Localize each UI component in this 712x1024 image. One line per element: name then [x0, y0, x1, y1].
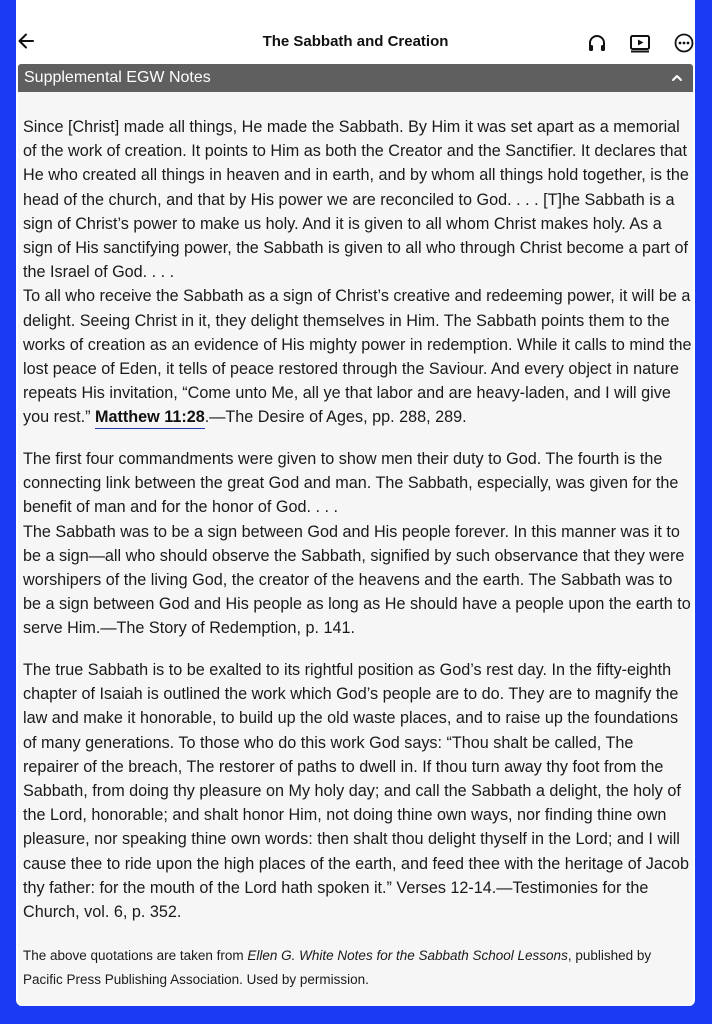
page-title: The Sabbath and Creation — [262, 33, 449, 50]
paragraph-text: The first four commandments were given to show men their duty to God. The fourth is the connecting link between the great God and man. The Sabbath, especially, was given for the benefit of man and for the honor of God. . . . — [23, 450, 679, 517]
book-title: Ellen G. White Notes for the Sabbath School Lessons — [247, 948, 568, 963]
headphones-icon[interactable] — [586, 32, 608, 54]
chevron-up-icon[interactable] — [671, 72, 683, 84]
supplemental-notes-header[interactable] — [18, 64, 693, 92]
paragraph-text: The true Sabbath is to be exalted to its rightful position as God’s rest day. In the fifty-eighth chapter of Isaiah is outlined the work which God’s people are to do. They are to magnify the law and make it honorable, to build up the old waste places, and to raise up the foundations of many generations. To those who do this work God says: “Thou shalt be called, The repairer of the breach, The restorer of paths to dwell in. If thou turn away thy foot from the Sabbath, from doing thy pleasure on My holy day; and call the Sabbath a delight, the holy of the Lord, honorable; and shalt honor Him, not doing thine own ways, nor finding thine own pleasure, nor speaking thine own words: then shalt thou delight thyself in the Lord; and I will cause thee to ride upon the high places of the earth, and feed thee with the heritage of Jacob thy father: for the mouth of the Lord hath spoken it.” Verses 12-14.—Testimonies for the Church, vol. 6, p. 352. — [23, 661, 689, 922]
paragraph-testimonies — [23, 658, 693, 924]
top-bar — [16, 0, 695, 64]
section-title: Supplemental EGW Notes — [24, 69, 211, 86]
app-screen — [16, 0, 695, 1006]
paragraph-text: To all who receive the Sabbath as a sign of Christ’s creative and redeeming power, it will be a delight. Seeing Christ in it, they delight themselves in Him. The Sabbath points them to the works of creation as an evidence of His mighty power in redemption. While it calls to mind the lost peace of Eden, it tells of peace restored through the Saviour. And every object in nature repeats His invitation, “Come unto Me, all ye that labor and are heavy-laden, and I will give you rest.” — [23, 287, 692, 427]
citation-text: .—The Desire of Ages, pp. 288, 289. — [204, 408, 467, 427]
paragraph-text: The Sabbath was to be a sign between God and His people forever. In this manner was it to be a sign—all who should observe the Sabbath, signified by such observance that they were worshipers of the living God, the creator of the heavens and the earth. The Sabbath was to be a sign between God and His people as long as He should have a people upon the earth to serve Him.—The Story of Redemption, p. 141. — [23, 522, 691, 638]
scripture-link-matthew[interactable]: Matthew 11:28 — [95, 408, 205, 429]
paragraph-desire-of-ages — [23, 115, 693, 430]
notes-content — [18, 92, 693, 1006]
play-video-icon[interactable] — [629, 32, 651, 54]
note-text: , published by Pacific Press Publishing Association. Used by permission. — [23, 948, 652, 987]
note-text: The above quotations are taken from — [23, 948, 248, 963]
permission-note — [23, 944, 693, 992]
paragraph-story-of-redemption — [23, 447, 693, 641]
more-icon[interactable] — [673, 32, 695, 54]
paragraph-text: Since [Christ] made all things, He made the Sabbath. By Him it was set apart as a memorial of the work of creation. It points to Him as both the Creator and the Sanctifier. It declares that He who created all things in heaven and in earth, and by whom all things hold together, is the head of the church, and that by His power we are reconciled to God. . . . [T]he Sabbath is a sign of Christ’s power to make us holy. And it is given to all whom Christ makes holy. As a sign of His sanctifying power, the Sabbath is given to all who through Christ become a part of the Israel of God. . . . — [23, 118, 689, 282]
